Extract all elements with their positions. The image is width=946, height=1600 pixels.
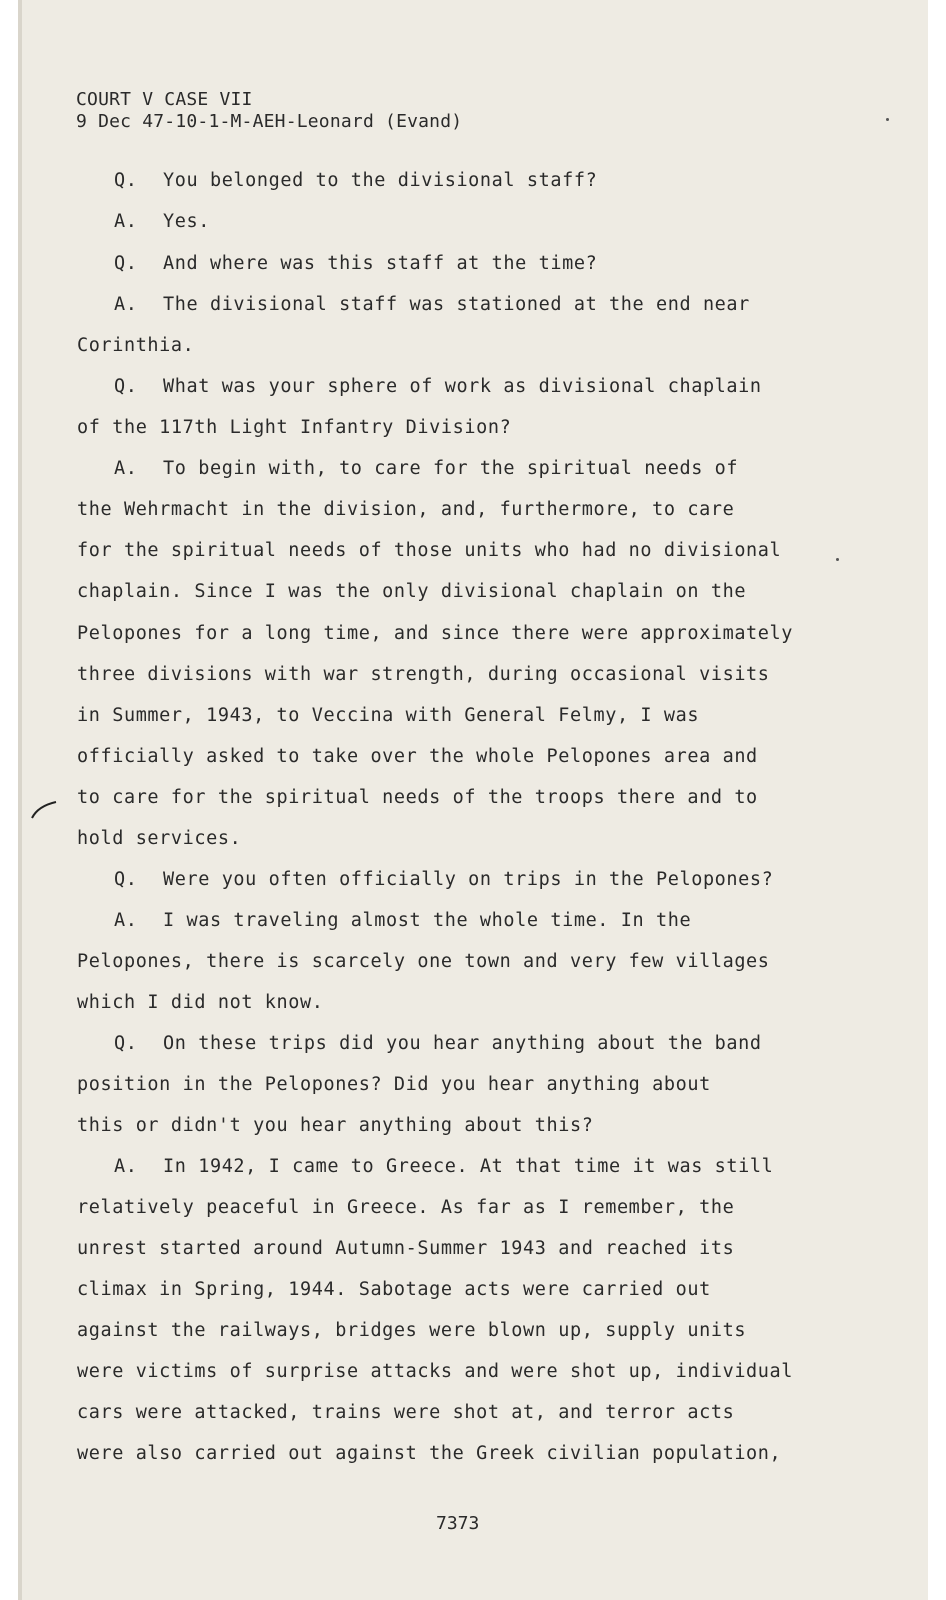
transcript-line: And where was this staff at the time? [163, 253, 598, 274]
transcript-line: relatively peaceful in Greece. As far as I remember, the [77, 1197, 735, 1218]
transcript-line: to care for the spiritual needs of the troops there and to [77, 787, 758, 808]
document-page [18, 0, 928, 1600]
transcript-line: which I did not know. [77, 992, 324, 1013]
case-header: COURT V CASE VII [76, 89, 253, 110]
transcript-line: against the railways, bridges were blown up, supply units [77, 1320, 747, 1341]
transcript-line: In 1942, I came to Greece. At that time it was still [163, 1156, 774, 1177]
speaker-label: A. [114, 211, 138, 232]
transcript-line: To begin with, to care for the spiritual needs of [163, 458, 739, 479]
speaker-label: A. [114, 294, 138, 315]
transcript-line: I was traveling almost the whole time. In the [163, 910, 692, 931]
transcript-line: On these trips did you hear anything about the band [163, 1033, 762, 1054]
transcript-line: hold services. [77, 828, 242, 849]
transcript-line: Pelopones for a long time, and since there were approximately [77, 623, 794, 644]
speaker-label: A. [114, 1156, 138, 1177]
transcript-line: in Summer, 1943, to Veccina with General Felmy, I was [77, 705, 700, 726]
page-edge [18, 0, 22, 1600]
page-number: 7373 [436, 1513, 480, 1534]
speaker-label: Q. [114, 869, 138, 890]
session-header: 9 Dec 47-10-1-M-AEH-Leonard (Evand) [76, 111, 463, 132]
transcript-line: You belonged to the divisional staff? [163, 170, 598, 191]
transcript-line: climax in Spring, 1944. Sabotage acts were carried out [77, 1279, 711, 1300]
speaker-label: A. [114, 910, 138, 931]
transcript-line: The divisional staff was stationed at the end near [163, 294, 750, 315]
transcript-line: Corinthia. [77, 335, 195, 356]
speaker-label: Q. [114, 376, 138, 397]
transcript-line: officially asked to take over the whole Pelopones area and [77, 746, 758, 767]
speaker-label: Q. [114, 253, 138, 274]
transcript-line: Pelopones, there is scarcely one town and very few villages [77, 951, 770, 972]
transcript-line: three divisions with war strength, during occasional visits [77, 664, 770, 685]
transcript-line: for the spiritual needs of those units who had no divisional [77, 540, 782, 561]
ink-speck [886, 118, 889, 121]
transcript-line: Yes. [163, 211, 210, 232]
transcript-line: of the 117th Light Infantry Division? [77, 417, 512, 438]
speaker-label: Q. [114, 170, 138, 191]
margin-check-mark [30, 800, 58, 820]
speaker-label: A. [114, 458, 138, 479]
transcript-line: What was your sphere of work as divisional chaplain [163, 376, 762, 397]
transcript-line: were also carried out against the Greek civilian population, [77, 1443, 782, 1464]
transcript-line: cars were attacked, trains were shot at, and terror acts [77, 1402, 735, 1423]
transcript-line: chaplain. Since I was the only divisional chaplain on the [77, 581, 747, 602]
transcript-line: this or didn't you hear anything about this? [77, 1115, 594, 1136]
speaker-label: Q. [114, 1033, 138, 1054]
ink-speck [836, 558, 839, 561]
transcript-line: were victims of surprise attacks and were shot up, individual [77, 1361, 794, 1382]
transcript-line: unrest started around Autumn-Summer 1943 and reached its [77, 1238, 735, 1259]
transcript-line: position in the Pelopones? Did you hear anything about [77, 1074, 711, 1095]
transcript-line: Were you often officially on trips in the Pelopones? [163, 869, 774, 890]
transcript-line: the Wehrmacht in the division, and, furthermore, to care [77, 499, 735, 520]
